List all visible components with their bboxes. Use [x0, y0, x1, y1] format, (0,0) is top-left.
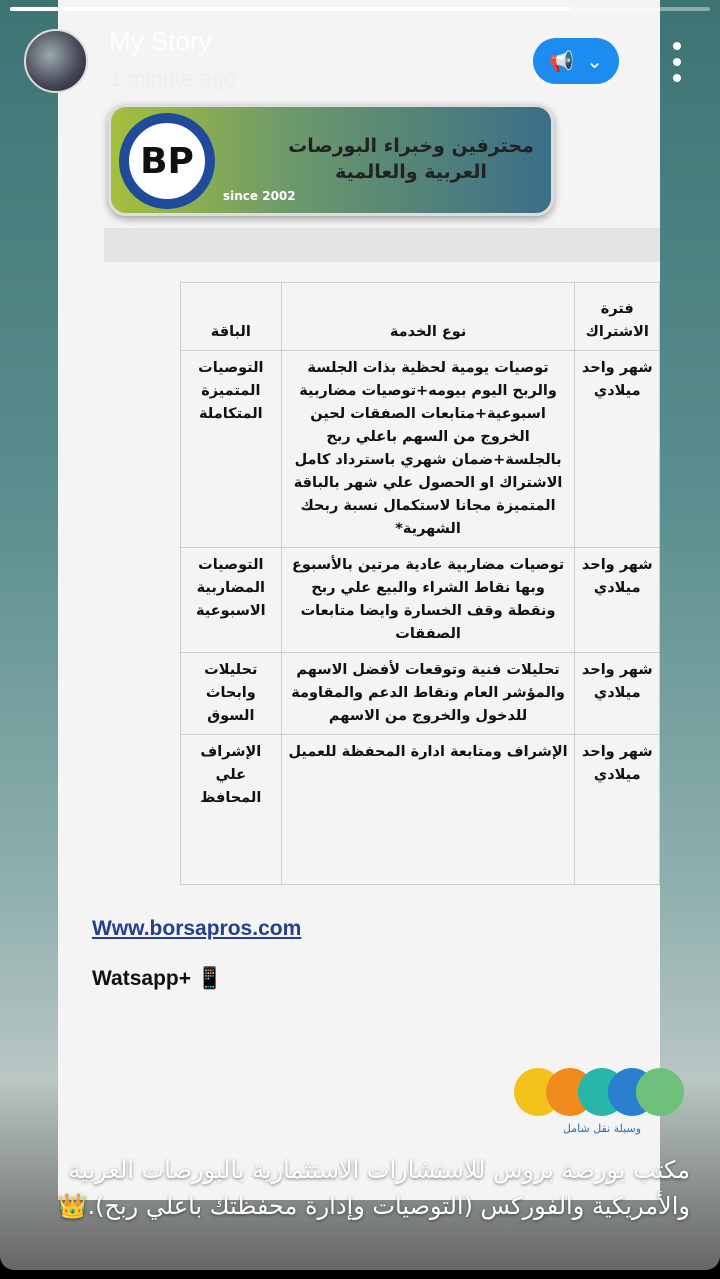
- whatsapp-label: Watsapp+ 📱: [92, 967, 223, 990]
- period-cell: شهر واحد ميلادي: [575, 735, 660, 885]
- header-period: فترة الاشتراك: [575, 283, 660, 351]
- story-progress-bar: [10, 7, 710, 11]
- dot-icon: [673, 74, 681, 82]
- header-service: نوع الخدمة: [281, 283, 575, 351]
- service-cell: توصيات مضاربية عادية مرتين بالأسبوع وبها نقاط الشراء والبيع علي ربح ونقطة وقف الخسارة وايضا متابعات الصفقات: [281, 548, 575, 653]
- progress-fill: [10, 7, 570, 11]
- sticker-car-icon: [636, 1068, 684, 1116]
- period-cell: شهر واحد ميلادي: [575, 653, 660, 735]
- package-cell: تحليلات وابحاث السوق: [181, 653, 282, 735]
- period-cell: شهر واحد ميلادي: [575, 351, 660, 548]
- logo-since: since 2002: [223, 189, 296, 203]
- sticker-text: وسيلة نقل شامل: [562, 1122, 642, 1135]
- website-link: Www.borsapros.com: [92, 917, 302, 940]
- header-package: الباقة: [181, 283, 282, 351]
- package-cell: التوصيات المضاربية الاسبوعية: [181, 548, 282, 653]
- chevron-down-icon: ⌄: [586, 49, 603, 73]
- dot-icon: [673, 42, 681, 50]
- megaphone-icon: 📢: [549, 49, 575, 73]
- dot-icon: [673, 58, 681, 66]
- table-row: [181, 548, 660, 653]
- story-title[interactable]: My Story: [109, 26, 212, 56]
- period-cell: شهر واحد ميلادي: [575, 548, 660, 653]
- document-content: [92, 282, 660, 993]
- story-time: 1 minute ago: [109, 66, 237, 91]
- service-cell: تحليلات فنية وتوقعات لأفضل الاسهم والمؤشر العام ونقاط الدعم والمقاومة للدخول والخروج من الاسهم: [281, 653, 575, 735]
- table-header-row: [181, 283, 660, 351]
- logo-tagline: محترفين وخبراء البورصات العربية والعالمية: [288, 135, 534, 183]
- header-band: [104, 228, 660, 262]
- sticker: [512, 1068, 682, 1144]
- logo-emblem: BP: [119, 113, 215, 209]
- service-cell: الإشراف ومتابعة ادارة المحفظة للعميل: [281, 735, 575, 885]
- table-row: [181, 735, 660, 885]
- service-cell: توصيات يومية لحظية بذات الجلسة والربح اليوم بيومه+توصيات مضاربية اسبوعية+متابعات الصفقات لحين الخروج من السهم باعلي ربح بالجلسة+ضمان شهري باسترداد كامل الاشتراك او الحصول علي شهر بالباقة المتميزة مجانا لاستكمال نسبة ربحك الشهرية*: [281, 351, 575, 548]
- table-row: [181, 351, 660, 548]
- pricing-table: [180, 282, 660, 885]
- story-caption: مكتب بورصة بروس للاستشارات الاستثمارية بالبورصات العربية والأمريكية والفوركس (التوصيات وإدارة محفظتك باعلي ربح).👑: [57, 1156, 690, 1220]
- package-cell: الإشراف علي المحافظ: [181, 735, 282, 885]
- more-options-button[interactable]: [668, 42, 686, 82]
- promote-button[interactable]: [533, 38, 619, 84]
- package-cell: التوصيات المتميزة المتكاملة: [181, 351, 282, 548]
- table-row: [181, 653, 660, 735]
- avatar[interactable]: [24, 29, 88, 93]
- company-logo: [108, 104, 554, 216]
